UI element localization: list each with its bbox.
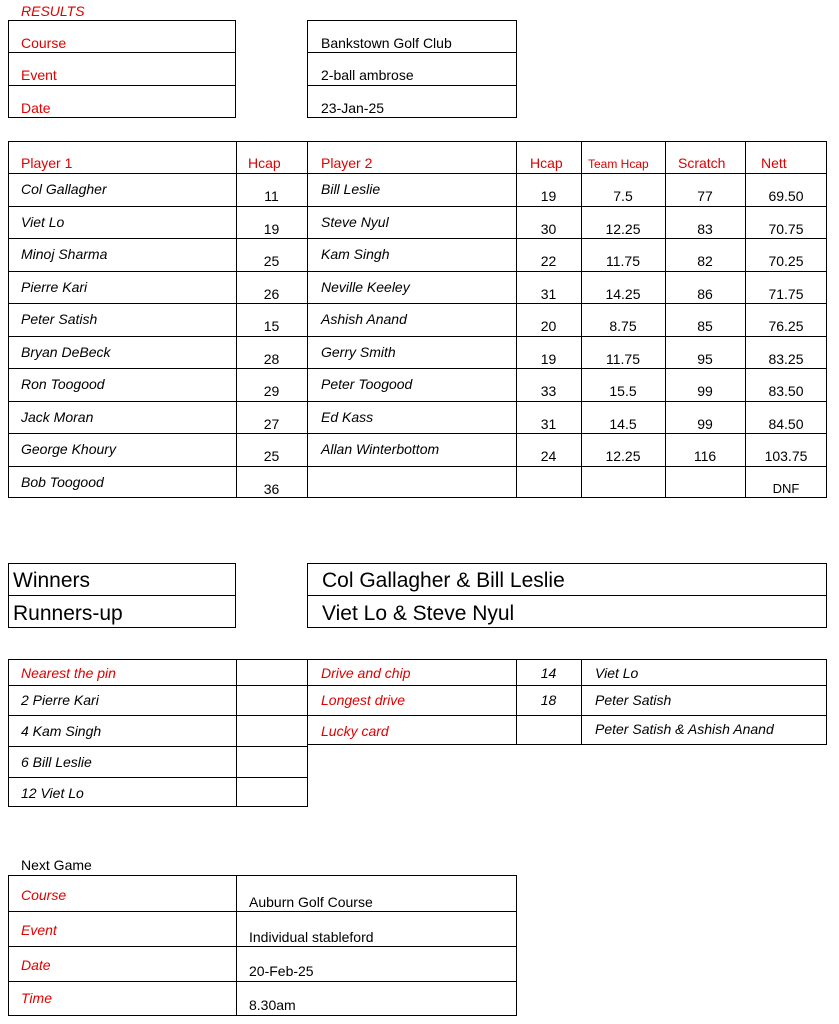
cell-nett: 71.75 [768,286,804,302]
cell-player1: Col Gallagher [21,181,107,197]
nearest-pin-item: 4 Kam Singh [21,723,102,739]
next-time-value: 8.30am [249,997,296,1013]
cell-player2: Kam Singh [321,246,390,262]
next-course-value: Auburn Golf Course [249,894,373,910]
cell-hcap2: 19 [540,188,557,204]
cell-player2: Neville Keeley [321,279,410,295]
drive-chip-hole: 14 [540,665,557,681]
header-hcap1: Hcap [248,155,281,171]
cell-hcap2: 22 [540,253,557,269]
next-game-title: Next Game [21,857,92,873]
cell-hcap1: 26 [263,286,280,302]
cell-hcap2: 30 [540,221,557,237]
cell-hcap1: 27 [263,416,280,432]
cell-hcap1: 25 [263,448,280,464]
cell-player2: Peter Toogood [321,376,413,392]
lucky-card-winner: Peter Satish & Ashish Anand [595,721,774,737]
drive-chip-label: Drive and chip [321,665,411,681]
nearest-pin-item: 6 Bill Leslie [21,754,92,770]
row-divider [8,433,827,434]
results-course-value: Bankstown Golf Club [321,35,452,51]
cell-scratch: 82 [697,253,713,269]
cell-nett: DNF [772,481,800,496]
cell-hcap2: 19 [540,351,557,367]
row-divider [8,206,827,207]
cell-nett: 69.50 [768,188,804,204]
header-team-hcap: Team Hcap [588,157,649,171]
cell-hcap1: 28 [263,351,280,367]
row-divider [8,271,827,272]
next-event-label: Event [21,922,57,938]
results-event-value: 2-ball ambrose [321,67,414,83]
cell-player1: Peter Satish [21,311,98,327]
cell-team-hcap: 12.25 [605,221,641,237]
results-event-label: Event [21,67,57,83]
cell-hcap1: 29 [263,383,280,399]
row-divider [8,303,827,304]
cell-hcap2: 20 [540,318,557,334]
next-date-value: 20-Feb-25 [249,963,314,979]
cell-player2: Ed Kass [321,409,374,425]
cell-hcap2: 33 [540,383,557,399]
cell-scratch: 86 [697,286,713,302]
cell-scratch: 83 [697,221,713,237]
cell-nett: 84.50 [768,416,804,432]
cell-player2: Bill Leslie [321,181,381,197]
results-course-label: Course [21,35,67,51]
header-nett: Nett [761,155,787,171]
cell-scratch: 85 [697,318,713,334]
cell-player2: Ashish Anand [321,311,407,327]
cell-player1: Viet Lo [21,214,65,230]
longest-drive-label: Longest drive [321,692,406,708]
row-divider [8,466,827,467]
next-time-label: Time [21,990,52,1006]
cell-team-hcap: 12.25 [605,448,641,464]
cell-player2: Steve Nyul [321,214,389,230]
cell-player1: Pierre Kari [21,279,88,295]
cell-team-hcap: 15.5 [609,383,637,399]
cell-hcap1: 36 [263,481,280,497]
cell-nett: 70.25 [768,253,804,269]
cell-nett: 83.25 [768,351,804,367]
cell-scratch: 116 [693,448,717,464]
cell-player1: Bryan DeBeck [21,344,111,360]
cell-hcap1: 11 [264,188,279,204]
cell-nett: 70.75 [768,221,804,237]
cell-scratch: 99 [697,416,713,432]
cell-nett: 76.25 [768,318,804,334]
drive-chip-winner: Viet Lo [595,665,639,681]
next-date-label: Date [21,957,51,973]
cell-team-hcap: 14.25 [605,286,641,302]
header-player1: Player 1 [21,155,73,171]
cell-player2: Allan Winterbottom [321,441,440,457]
cell-team-hcap: 14.5 [609,416,637,432]
runners-up-label: Runners-up [13,602,123,625]
row-divider [8,238,827,239]
cell-player1: Ron Toogood [21,376,105,392]
cell-player1: Bob Toogood [21,474,104,490]
cell-player1: George Khoury [21,441,116,457]
cell-player2: Gerry Smith [321,344,396,360]
winners-value: Col Gallagher & Bill Leslie [322,569,565,592]
winners-label: Winners [13,569,91,592]
row-divider [8,336,827,337]
runners-up-value: Viet Lo & Steve Nyul [322,602,515,625]
results-date-label: Date [21,100,51,116]
results-date-value: 23-Jan-25 [321,100,385,116]
header-scratch: Scratch [678,155,726,171]
cell-team-hcap: 7.5 [613,188,633,204]
nearest-pin-item: 2 Pierre Kari [21,692,99,708]
next-course-label: Course [21,887,67,903]
cell-scratch: 77 [697,188,713,204]
nearest-pin-item: 12 Viet Lo [21,785,84,801]
results-title: RESULTS [21,3,85,19]
cell-team-hcap: 11.75 [606,351,640,367]
cell-hcap1: 15 [263,318,280,334]
longest-drive-hole: 18 [540,692,557,708]
cell-hcap1: 19 [263,221,280,237]
cell-team-hcap: 8.75 [609,318,637,334]
cell-nett: 103.75 [764,448,808,464]
lucky-card-label: Lucky card [321,723,389,739]
cell-hcap1: 25 [263,253,280,269]
cell-team-hcap: 11.75 [606,253,640,269]
header-hcap2: Hcap [530,155,563,171]
cell-scratch: 95 [697,351,713,367]
cell-hcap2: 31 [540,286,557,302]
cell-scratch: 99 [697,383,713,399]
cell-hcap2: 31 [540,416,557,432]
row-divider [8,401,827,402]
nearest-pin-label: Nearest the pin [21,665,116,681]
cell-nett: 83.50 [768,383,804,399]
longest-drive-winner: Peter Satish [595,692,672,708]
cell-player1: Minoj Sharma [21,246,108,262]
cell-player1: Jack Moran [21,409,94,425]
next-event-value: Individual stableford [249,929,374,945]
cell-hcap2: 24 [540,448,557,464]
header-player2: Player 2 [321,155,373,171]
row-divider [8,368,827,369]
